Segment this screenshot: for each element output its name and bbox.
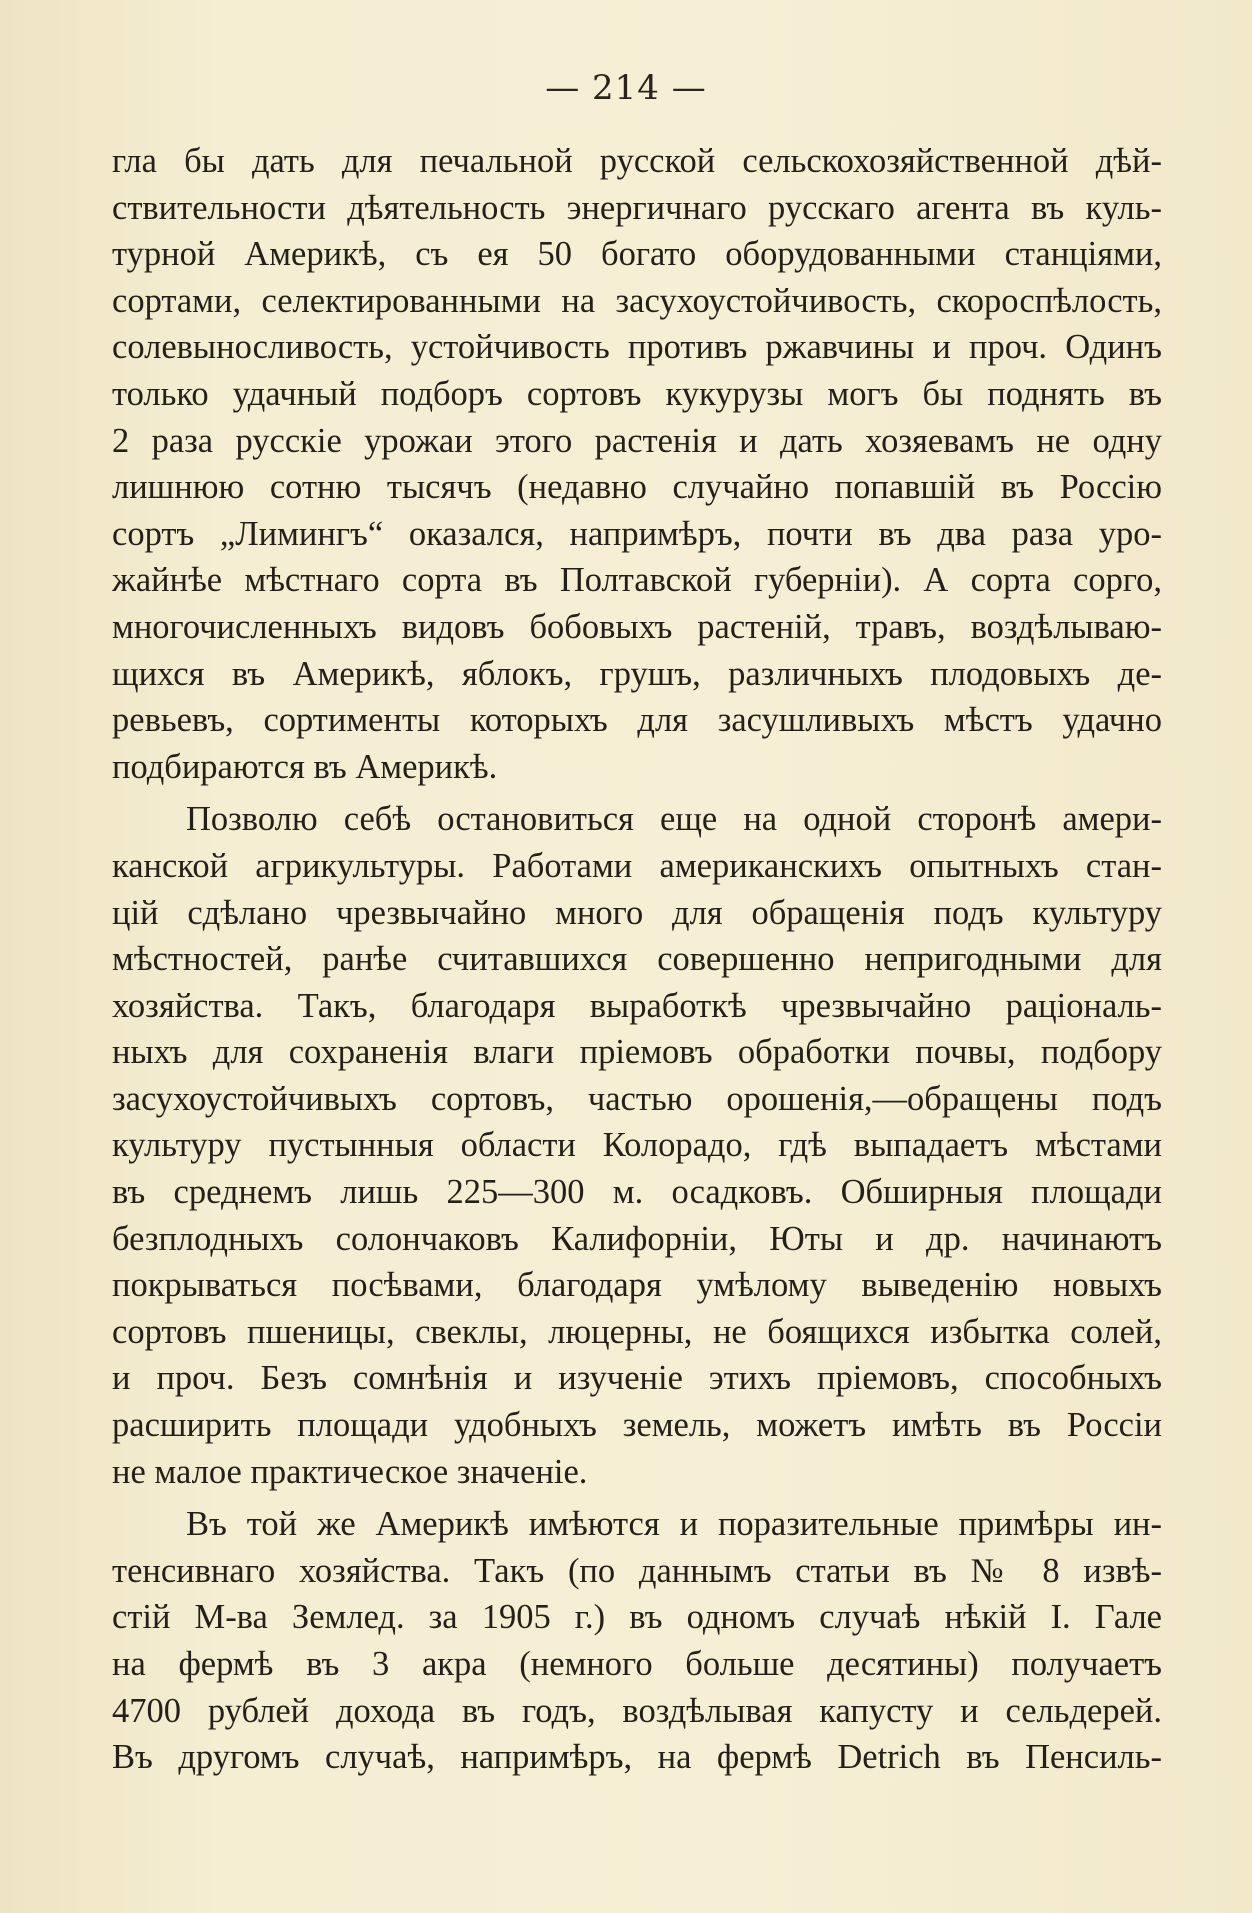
paragraph-1 [112, 138, 1162, 790]
text-line: подбираются въ Америкѣ. [112, 747, 498, 786]
text-line: и проч. Безъ сомнѣнія и изученіе этихъ пріемовъ, способныхъ [112, 1359, 1162, 1398]
text-line: засухоустойчивыхъ сортовъ, частью орошенія,—обращены подъ [112, 1079, 1162, 1118]
text-line: Позволю себѣ остановиться еще на одной сторонѣ амери- [186, 800, 1162, 839]
text-line: жайнѣе мѣстнаго сорта въ Полтавской губерніи). А сорта сорго, [112, 561, 1162, 600]
text-line: щихся въ Америкѣ, яблокъ, грушъ, различныхъ плодовыхъ де- [112, 654, 1162, 693]
text-line: сортами, селектированными на засухоустойчивость, скороспѣлость, [112, 281, 1162, 320]
page-number: — 214 — [545, 68, 707, 108]
text-line: покрываться посѣвами, благодаря умѣлому выведенію новыхъ [112, 1266, 1162, 1305]
text-line: только удачный подборъ сортовъ кукурузы могъ бы поднять въ [112, 374, 1162, 413]
text-line: не малое практическое значеніе. [112, 1452, 588, 1491]
body-text [112, 138, 1162, 1781]
text-line: цій сдѣлано чрезвычайно много для обращенія подъ культуру [112, 893, 1162, 932]
text-line: тенсивнаго хозяйства. Такъ (по даннымъ статьи въ № 8 извѣ- [112, 1551, 1162, 1590]
paragraph-3 [112, 1501, 1162, 1781]
text-line: турной Америкѣ, съ ея 50 богато оборудованными станціями, [112, 235, 1162, 274]
text-line: Въ той же Америкѣ имѣются и поразительные примѣры ин- [186, 1505, 1162, 1544]
text-line: культуру пустынныя области Колорадо, гдѣ выпадаетъ мѣстами [112, 1126, 1162, 1165]
text-line: ревьевъ, сортименты которыхъ для засушливыхъ мѣстъ удачно [112, 701, 1162, 740]
text-line: лишнюю сотню тысячъ (недавно случайно попавшій въ Россію [112, 468, 1162, 507]
text-line: 2 раза русскіе урожаи этого растенія и дать хозяевамъ не одну [112, 421, 1162, 460]
text-line: сортовъ пшеницы, свеклы, люцерны, не боящихся избытка солей, [112, 1312, 1162, 1351]
text-line: сортъ „Лимингъ“ оказался, напримѣръ, почти въ два раза уро- [112, 514, 1162, 553]
text-line: хозяйства. Такъ, благодаря выработкѣ чрезвычайно раціональ- [112, 986, 1162, 1025]
text-line: безплодныхъ солончаковъ Калифорніи, Юты и др. начинаютъ [112, 1219, 1162, 1258]
paragraph-2 [112, 796, 1162, 1495]
text-line: расширить площади удобныхъ земель, можетъ имѣть въ Россіи [112, 1406, 1162, 1445]
text-line: мѣстностей, ранѣе считавшихся совершенно непригодными для [112, 940, 1162, 979]
text-line: 4700 рублей дохода въ годъ, воздѣлывая капусту и сельдерей. [112, 1691, 1162, 1730]
text-line: Въ другомъ случаѣ, напримѣръ, на фермѣ Detrich въ Пенсиль- [112, 1738, 1162, 1777]
text-line: ствительности дѣятельность энергичнаго русскаго агента въ куль- [112, 188, 1162, 227]
text-line: канской агрикультуры. Работами американскихъ опытныхъ стан- [112, 846, 1162, 885]
text-line: гла бы дать для печальной русской сельскохозяйственной дѣй- [112, 142, 1162, 180]
text-line: солевыносливость, устойчивость противъ ржавчины и проч. Одинъ [112, 328, 1162, 367]
text-line: въ среднемъ лишь 225—300 м. осадковъ. Обширныя площади [112, 1173, 1162, 1212]
text-line: стій М-ва Землед. за 1905 г.) въ одномъ случаѣ нѣкій І. Гале [112, 1598, 1162, 1637]
text-line: многочисленныхъ видовъ бобовыхъ растеній, травъ, воздѣлываю- [112, 607, 1162, 646]
text-line: на фермѣ въ 3 акра (немного больше десятины) получаетъ [112, 1645, 1162, 1683]
text-line: ныхъ для сохраненія влаги пріемовъ обработки почвы, подбору [112, 1033, 1162, 1072]
